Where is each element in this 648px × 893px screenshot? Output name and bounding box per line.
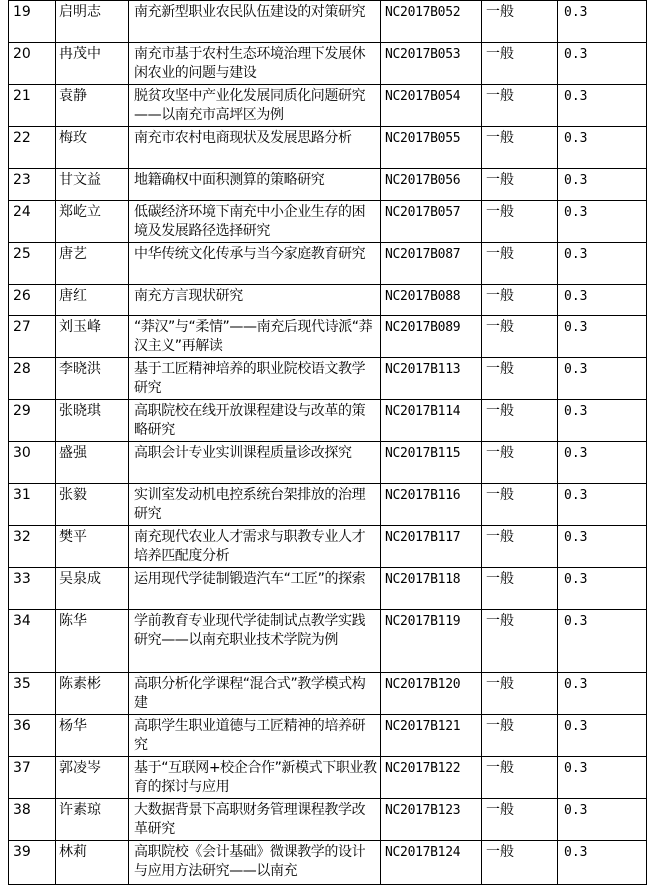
score-cell: 0.3: [558, 243, 647, 285]
table-row: [9, 358, 647, 400]
score-cell: 0.3: [558, 841, 647, 885]
project-code-cell: NC2017B118: [381, 568, 482, 610]
score-cell: 0.3: [558, 400, 647, 442]
score-cell: 0.3: [558, 715, 647, 757]
project-title-cell: 学前教育专业现代学徒制试点教学实践研究——以南充职业技术学院为例: [129, 610, 381, 673]
project-code-cell: NC2017B123: [381, 799, 482, 841]
project-type-cell: 一般: [482, 799, 558, 841]
project-code-cell: NC2017B116: [381, 484, 482, 526]
applicant-name-cell: 陈素彬: [56, 673, 129, 715]
applicant-name-cell: 李晓洪: [56, 358, 129, 400]
project-type-cell: 一般: [482, 568, 558, 610]
project-type-cell: 一般: [482, 442, 558, 484]
project-type-cell: 一般: [482, 316, 558, 358]
project-code-cell: NC2017B120: [381, 673, 482, 715]
applicant-name-cell: 张毅: [56, 484, 129, 526]
project-title-cell: 中华传统文化传承与当今家庭教育研究: [129, 243, 381, 285]
row-number-cell: 22: [9, 127, 56, 169]
project-type-cell: 一般: [482, 1, 558, 43]
row-number-cell: 36: [9, 715, 56, 757]
table-row: [9, 85, 647, 127]
row-number-cell: 20: [9, 43, 56, 85]
project-type-cell: 一般: [482, 85, 558, 127]
project-title-cell: 南充市农村电商现状及发展思路分析: [129, 127, 381, 169]
applicant-name-cell: 唐红: [56, 285, 129, 316]
score-cell: 0.3: [558, 127, 647, 169]
project-type-cell: 一般: [482, 673, 558, 715]
applicant-name-cell: 郑屹立: [56, 201, 129, 243]
applicant-name-cell: 梅玫: [56, 127, 129, 169]
row-number-cell: 19: [9, 1, 56, 43]
row-number-cell: 30: [9, 442, 56, 484]
project-code-cell: NC2017B124: [381, 841, 482, 885]
project-title-cell: 基于工匠精神培养的职业院校语文教学研究: [129, 358, 381, 400]
project-code-cell: NC2017B052: [381, 1, 482, 43]
project-type-cell: 一般: [482, 127, 558, 169]
project-title-cell: 脱贫攻坚中产业化发展同质化问题研究——以南充市高坪区为例: [129, 85, 381, 127]
score-cell: 0.3: [558, 285, 647, 316]
row-number-cell: 24: [9, 201, 56, 243]
applicant-name-cell: 冉茂中: [56, 43, 129, 85]
row-number-cell: 34: [9, 610, 56, 673]
applicant-name-cell: 郭凌岑: [56, 757, 129, 799]
project-title-cell: 南充市基于农村生态环境治理下发展休闲农业的问题与建设: [129, 43, 381, 85]
project-code-cell: NC2017B087: [381, 243, 482, 285]
applicant-name-cell: 吴泉成: [56, 568, 129, 610]
score-cell: 0.3: [558, 610, 647, 673]
project-type-cell: 一般: [482, 169, 558, 201]
applicant-name-cell: 陈华: [56, 610, 129, 673]
project-title-cell: 运用现代学徒制锻造汽车“工匠”的探索: [129, 568, 381, 610]
project-title-cell: 基于“互联网+校企合作”新模式下职业教育的探讨与应用: [129, 757, 381, 799]
table-row: [9, 442, 647, 484]
project-type-cell: 一般: [482, 358, 558, 400]
score-cell: 0.3: [558, 442, 647, 484]
project-code-cell: NC2017B053: [381, 43, 482, 85]
project-type-cell: 一般: [482, 285, 558, 316]
table-row: [9, 316, 647, 358]
score-cell: 0.3: [558, 169, 647, 201]
score-cell: 0.3: [558, 358, 647, 400]
row-number-cell: 25: [9, 243, 56, 285]
score-cell: 0.3: [558, 43, 647, 85]
project-type-cell: 一般: [482, 400, 558, 442]
project-title-cell: 高职院校在线开放课程建设与改革的策略研究: [129, 400, 381, 442]
score-cell: 0.3: [558, 85, 647, 127]
project-code-cell: NC2017B114: [381, 400, 482, 442]
project-title-cell: 高职院校《会计基础》微课教学的设计与应用方法研究——以南充: [129, 841, 381, 885]
project-title-cell: 高职分析化学课程“混合式”教学模式构建: [129, 673, 381, 715]
project-code-cell: NC2017B089: [381, 316, 482, 358]
row-number-cell: 38: [9, 799, 56, 841]
project-code-cell: NC2017B054: [381, 85, 482, 127]
table-row: [9, 568, 647, 610]
applicant-name-cell: 甘文益: [56, 169, 129, 201]
row-number-cell: 23: [9, 169, 56, 201]
project-code-cell: NC2017B057: [381, 201, 482, 243]
row-number-cell: 21: [9, 85, 56, 127]
project-code-cell: NC2017B122: [381, 757, 482, 799]
project-type-cell: 一般: [482, 243, 558, 285]
project-code-cell: NC2017B113: [381, 358, 482, 400]
project-title-cell: 低碳经济环境下南充中小企业生存的困境及发展路径选择研究: [129, 201, 381, 243]
table-row: [9, 1, 647, 43]
project-code-cell: NC2017B121: [381, 715, 482, 757]
table-row: [9, 169, 647, 201]
score-cell: 0.3: [558, 568, 647, 610]
project-title-cell: 南充现代农业人才需求与职教专业人才培养匹配度分析: [129, 526, 381, 568]
table-row: [9, 715, 647, 757]
table-row: [9, 484, 647, 526]
table-row: [9, 526, 647, 568]
applicant-name-cell: 张晓琪: [56, 400, 129, 442]
table-body: [9, 1, 647, 885]
project-title-cell: 高职会计专业实训课程质量诊改探究: [129, 442, 381, 484]
project-type-cell: 一般: [482, 201, 558, 243]
applicant-name-cell: 唐艺: [56, 243, 129, 285]
row-number-cell: 32: [9, 526, 56, 568]
score-cell: 0.3: [558, 201, 647, 243]
project-code-cell: NC2017B055: [381, 127, 482, 169]
table-row: [9, 610, 647, 673]
table-row: [9, 841, 647, 885]
applicant-name-cell: 林莉: [56, 841, 129, 885]
project-code-cell: NC2017B056: [381, 169, 482, 201]
project-type-cell: 一般: [482, 715, 558, 757]
applicant-name-cell: 袁静: [56, 85, 129, 127]
project-title-cell: 高职学生职业道德与工匠精神的培养研究: [129, 715, 381, 757]
project-title-cell: 地籍确权中面积测算的策略研究: [129, 169, 381, 201]
table-row: [9, 285, 647, 316]
row-number-cell: 27: [9, 316, 56, 358]
project-type-cell: 一般: [482, 610, 558, 673]
project-type-cell: 一般: [482, 484, 558, 526]
project-title-cell: 南充新型职业农民队伍建设的对策研究: [129, 1, 381, 43]
applicant-name-cell: 盛强: [56, 442, 129, 484]
project-code-cell: NC2017B117: [381, 526, 482, 568]
table-row: [9, 799, 647, 841]
project-type-cell: 一般: [482, 526, 558, 568]
table-row: [9, 400, 647, 442]
row-number-cell: 37: [9, 757, 56, 799]
applicant-name-cell: 许素琼: [56, 799, 129, 841]
applicant-name-cell: 杨华: [56, 715, 129, 757]
project-type-cell: 一般: [482, 43, 558, 85]
applicant-name-cell: 启明志: [56, 1, 129, 43]
row-number-cell: 31: [9, 484, 56, 526]
row-number-cell: 35: [9, 673, 56, 715]
row-number-cell: 29: [9, 400, 56, 442]
row-number-cell: 33: [9, 568, 56, 610]
score-cell: 0.3: [558, 673, 647, 715]
score-cell: 0.3: [558, 484, 647, 526]
score-cell: 0.3: [558, 1, 647, 43]
score-cell: 0.3: [558, 316, 647, 358]
project-title-cell: “莽汉”与“柔情”——南充后现代诗派“莽汉主义”再解读: [129, 316, 381, 358]
project-list-table: [8, 0, 647, 885]
project-title-cell: 实训室发动机电控系统台架排放的治理研究: [129, 484, 381, 526]
row-number-cell: 28: [9, 358, 56, 400]
row-number-cell: 26: [9, 285, 56, 316]
row-number-cell: 39: [9, 841, 56, 885]
applicant-name-cell: 樊平: [56, 526, 129, 568]
project-type-cell: 一般: [482, 757, 558, 799]
project-type-cell: 一般: [482, 841, 558, 885]
project-code-cell: NC2017B115: [381, 442, 482, 484]
project-code-cell: NC2017B088: [381, 285, 482, 316]
score-cell: 0.3: [558, 757, 647, 799]
score-cell: 0.3: [558, 526, 647, 568]
table-row: [9, 757, 647, 799]
table-row: [9, 673, 647, 715]
project-code-cell: NC2017B119: [381, 610, 482, 673]
project-title-cell: 南充方言现状研究: [129, 285, 381, 316]
table-row: [9, 201, 647, 243]
table-row: [9, 243, 647, 285]
score-cell: 0.3: [558, 799, 647, 841]
table-row: [9, 43, 647, 85]
table-row: [9, 127, 647, 169]
applicant-name-cell: 刘玉峰: [56, 316, 129, 358]
project-title-cell: 大数据背景下高职财务管理课程教学改革研究: [129, 799, 381, 841]
